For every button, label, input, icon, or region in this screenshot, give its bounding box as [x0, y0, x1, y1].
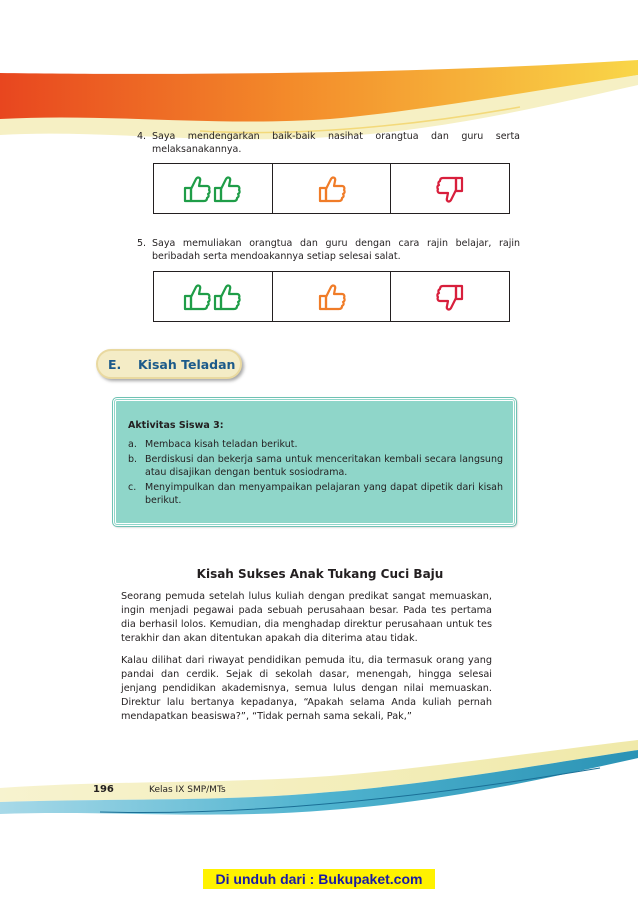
section-heading-tab	[96, 349, 242, 379]
thumb-up-icon	[316, 174, 348, 204]
story-paragraph: Kalau dilihat dari riwayat pendidikan pemuda itu, dia termasuk orang yang pandai dan cerdik. Sejak di sekolah dasar, menengah, hingga selesai jenjang pendidikan akademisnya, semua lulus dengan nilai memuaskan. Direktur lalu bertanya kepadanya, “Apakah selama Anda kuliah pernah mendapatkan beasiswa?”, “Tidak pernah sama sekali, Pak,”	[121, 655, 492, 722]
rating-table-4	[153, 163, 510, 214]
rating-cell-disagree[interactable]	[391, 272, 509, 321]
activity-item: c. Menyimpulkan dan menyampaikan pelajaran yang dapat dipetik dari kisah berikut.	[128, 482, 503, 506]
statement-number: 5.	[137, 238, 147, 249]
download-watermark[interactable]: Di unduh dari : Bukupaket.com	[203, 869, 435, 889]
story-paragraph: Seorang pemuda setelah lulus kuliah dengan predikat sangat memuaskan, ingin menjadi pegawai pada sebuah perusahaan besar. Pada tes pertama dia berhasil lolos. Kemudian, dia menghadap direktur perusahaan untuk tes terakhir dan akan ditentukan apakah dia diterima atau tidak.	[121, 591, 492, 644]
two-thumbs-up-icon	[181, 282, 245, 312]
section-letter: E.	[108, 357, 122, 372]
book-title: Kelas IX SMP/MTs	[149, 785, 226, 795]
story-title: Kisah Sukses Anak Tukang Cuci Baju	[196, 567, 444, 581]
two-thumbs-up-icon	[181, 174, 245, 204]
statement-item-4	[137, 130, 520, 156]
section-title: Kisah Teladan	[138, 357, 236, 372]
activity-title: Aktivitas Siswa 3:	[128, 420, 224, 431]
page-number: 196	[93, 784, 114, 795]
rating-cell-strongly-agree[interactable]	[154, 164, 273, 213]
statement-text: Saya mendengarkan baik-baik nasihat orangtua dan guru serta melaksanakannya.	[152, 131, 520, 155]
rating-cell-disagree[interactable]	[391, 164, 509, 213]
story-body	[121, 590, 492, 732]
statement-item-5	[137, 237, 520, 263]
activity-item: a. Membaca kisah teladan berikut.	[128, 439, 298, 450]
activity-list	[128, 438, 503, 507]
thumb-up-icon	[316, 282, 348, 312]
thumb-down-icon	[434, 173, 466, 205]
rating-cell-agree[interactable]	[273, 272, 392, 321]
statement-number: 4.	[137, 131, 147, 142]
thumb-down-icon	[434, 281, 466, 313]
rating-cell-agree[interactable]	[273, 164, 392, 213]
statement-text: Saya memuliakan orangtua dan guru dengan cara rajin belajar, rajin beribadah serta mendoakannya setiap selesai salat.	[152, 238, 520, 262]
activity-item: b. Berdiskusi dan bekerja sama untuk menceritakan kembali secara langsung atau disajikan dengan bentuk sosiodrama.	[128, 454, 503, 478]
activity-box	[113, 398, 516, 526]
rating-table-5	[153, 271, 510, 322]
rating-cell-strongly-agree[interactable]	[154, 272, 273, 321]
